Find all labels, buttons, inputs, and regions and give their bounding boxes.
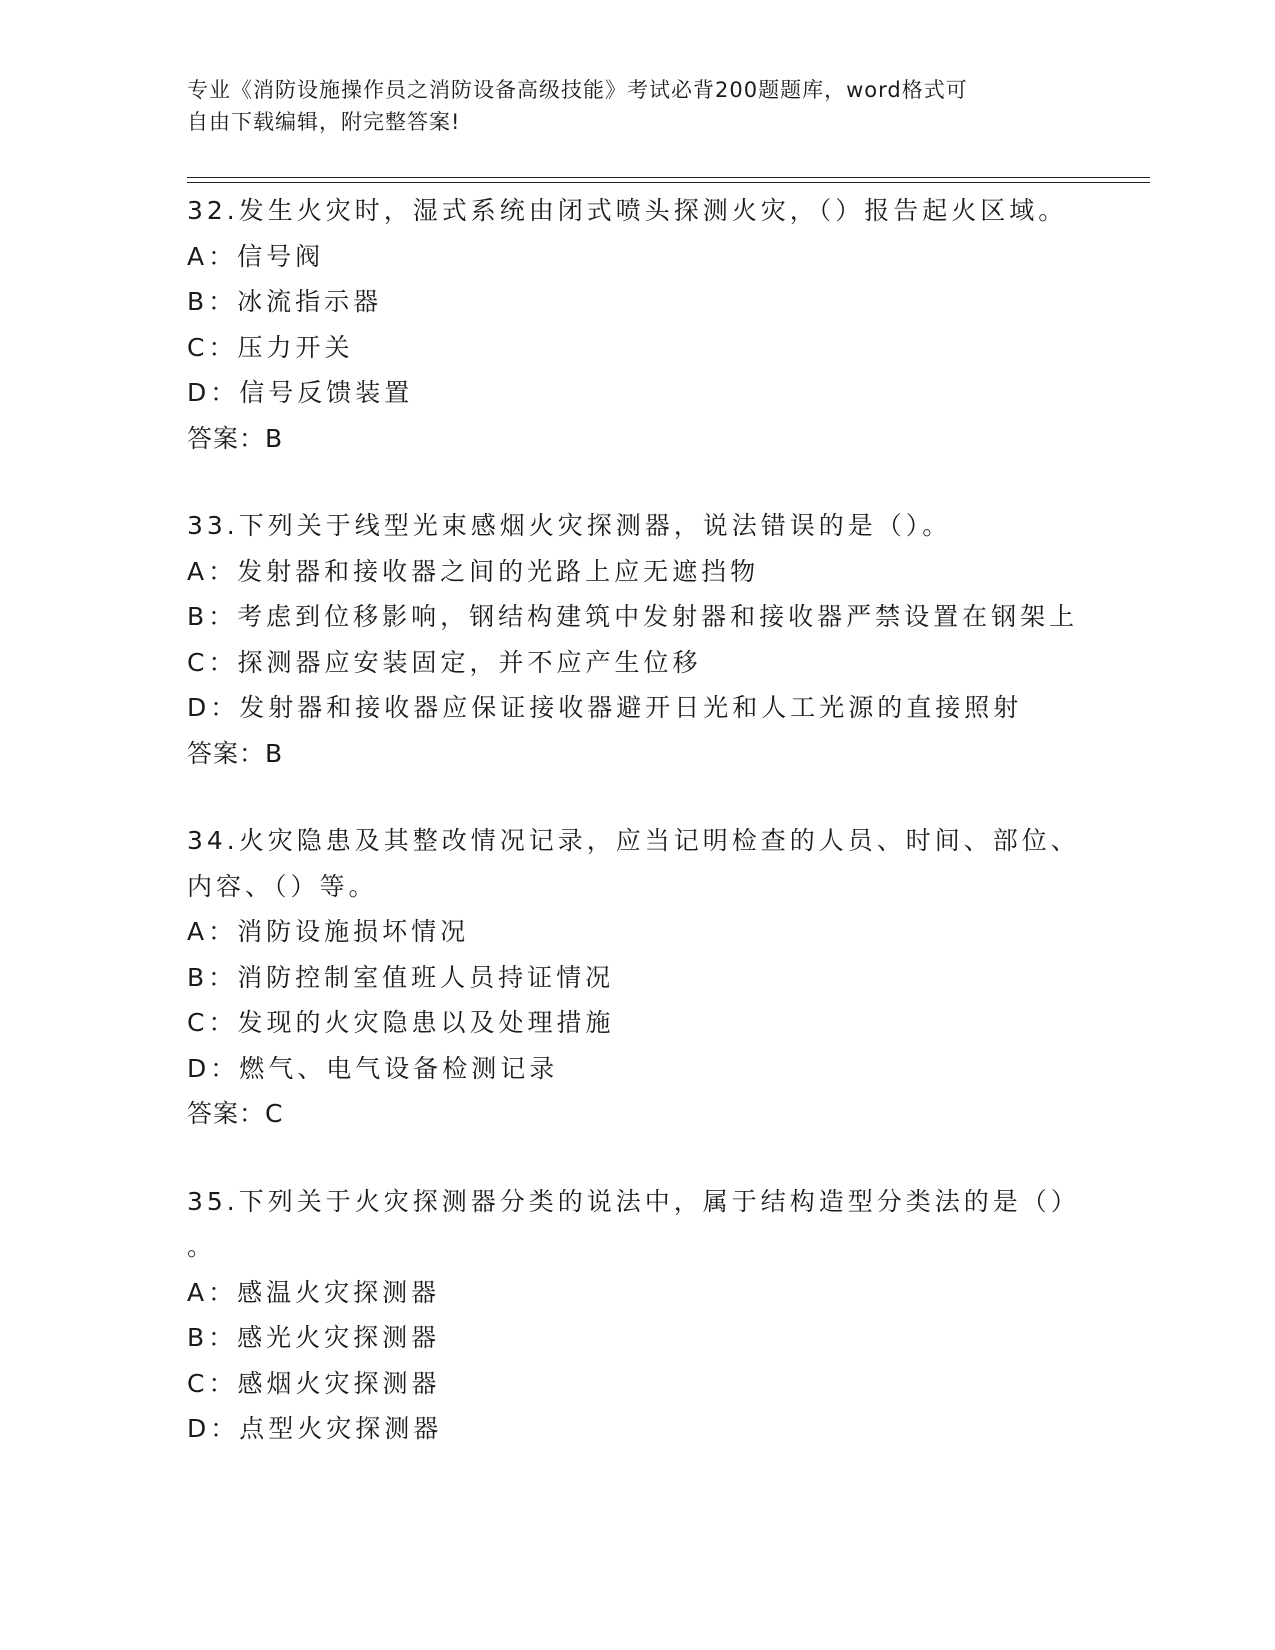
option-d: D：信号反馈装置	[187, 378, 414, 407]
option-c: C：感烟火灾探测器	[187, 1368, 441, 1398]
option-b: B：冰流指示器	[187, 287, 383, 316]
option-b: B：感光火灾探测器	[187, 1323, 441, 1352]
question-stem-line-2: 。	[187, 1232, 217, 1261]
question-list	[187, 188, 1087, 1494]
header-rule-top	[187, 177, 1150, 178]
question-35	[187, 1179, 1087, 1452]
header-line-2: 自由下载编辑，附完整答案!	[187, 110, 461, 134]
question-33	[187, 503, 1087, 776]
header-rule-bottom	[187, 182, 1150, 183]
question-stem: 33.下列关于线型光束感烟火灾探测器，说法错误的是（）。	[187, 511, 952, 540]
option-d: D：发射器和接收器应保证接收器避开日光和人工光源的直接照射	[187, 693, 1023, 722]
answer-label: 答案：C	[187, 1099, 284, 1128]
option-d: D：燃气、电气设备检测记录	[187, 1053, 559, 1083]
question-32	[187, 188, 1087, 461]
question-stem-line-1: 34.火灾隐患及其整改情况记录，应当记明检查的人员、时间、部位、	[187, 826, 1080, 855]
question-stem-line-2: 内容、（）等。	[187, 871, 378, 901]
option-d: D：点型火灾探测器	[187, 1414, 443, 1443]
question-stem-line-1: 35.下列关于火灾探测器分类的说法中，属于结构造型分类法的是（）	[187, 1186, 1080, 1216]
question-34	[187, 818, 1087, 1137]
document-header	[187, 74, 1067, 138]
option-c: C：压力开关	[187, 332, 354, 362]
option-c: C：探测器应安装固定，并不应产生位移	[187, 647, 702, 677]
question-stem: 32.发生火灾时，湿式系统由闭式喷头探测火灾，（）报告起火区域。	[187, 196, 1068, 225]
option-a: A：感温火灾探测器	[187, 1277, 441, 1307]
header-line-1: 专业《消防设施操作员之消防设备高级技能》考试必背200题题库，word格式可	[187, 78, 968, 102]
option-b: B：考虑到位移影响，钢结构建筑中发射器和接收器严禁设置在钢架上	[187, 602, 1079, 631]
answer-label: 答案：B	[187, 738, 284, 768]
option-c: C：发现的火灾隐患以及处理措施	[187, 1008, 615, 1037]
option-a: A：发射器和接收器之间的光路上应无遮挡物	[187, 556, 760, 586]
option-a: A：信号阀	[187, 241, 325, 271]
answer-label: 答案：B	[187, 423, 284, 453]
option-a: A：消防设施损坏情况	[187, 917, 470, 946]
option-b: B：消防控制室值班人员持证情况	[187, 962, 615, 992]
